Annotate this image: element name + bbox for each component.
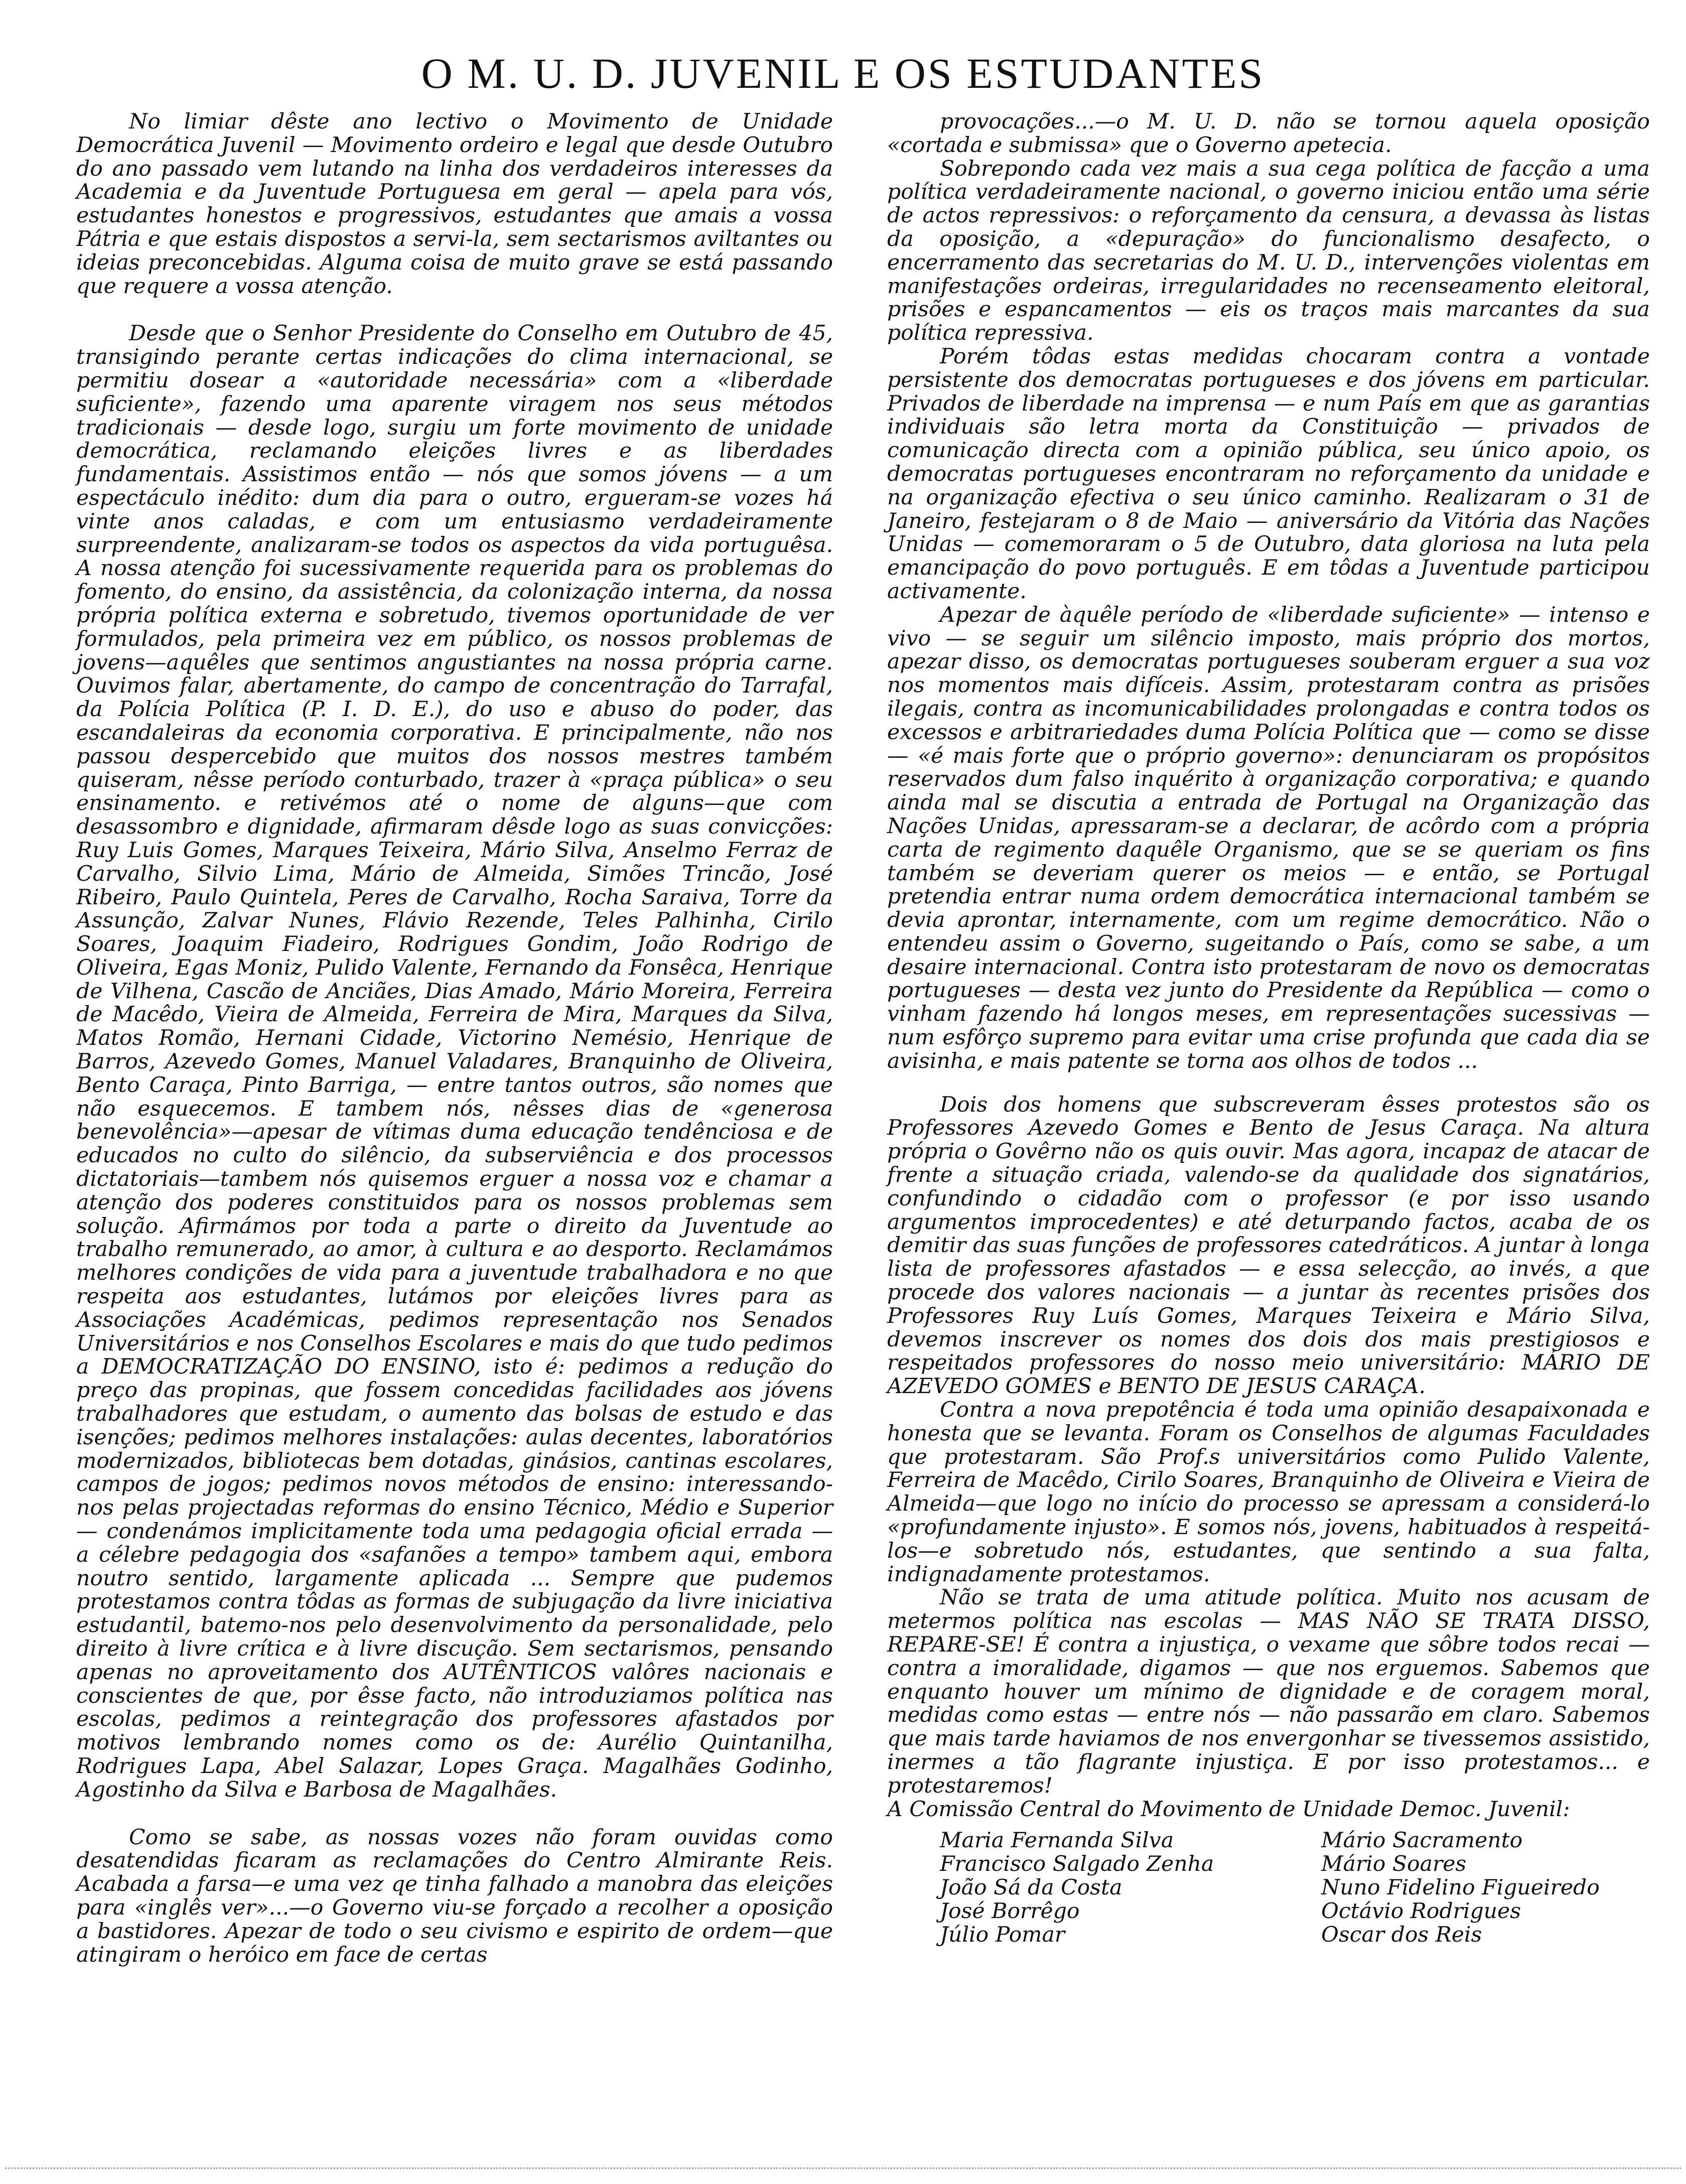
democrats-paragraph: Porém tôdas estas medidas chocaram contra a vontade persistente dos democratas portugueses e dos jóvens em particular. Privados de liberdade na imprensa — e num País em que as garantias individuais são letra morta da Constituição — privados de comunicação directa com a opinião pública, seu único apoio, os democratas portugueses encontraram no reforçamento da unidade e na organização efectiva o seu único caminho. Realizaram o 31 de Janeiro, festejaram o 8 de Maio — aniversário da Vitória das Nações Unidas — comemoraram o 5 de Outubro, data gloriosa na luta pela emancipação do povo português. E em tôdas a Juventude participou activamente. [887,344,1650,604]
signatory-name: Mário Soares [1321,1852,1467,1877]
provocations-paragraph: provocações...—o M. U. D. não se tornou aquela oposição «cortada e submissa» que o Governo apetecia. [887,109,1650,158]
protests-paragraph: Apezar de àquêle período de «liberdade suficiente» — intenso e vivo — se seguir um silêncio imposto, mais próprio dos mortos, apezar disso, os democratas portugueses souberam erguer a sua voz nos momentos mais difíceis. Assim, protestaram contra as prisões ilegais, contra as incomunicabilidades prolongadas e contra todos os excessos e arbitrariedades duma Polícia Política que — como se disse — «é mais forte que o próprio governo»: denunciaram os propósitos reservados dum falso inquérito à organização corporativa; e quando ainda mal se discutia a entrada de Portugal na Organização das Nações Unidas, apressaram-se a declarar, de acôrdo com a própria carta de regimento daquêle Organismo, que se se queriam os fins também se deveriam querer os meios — e então, se Portugal pretendia entrar numa ordem democrática internacional também se devia aprontar, internamente, com um regime democrático. Não o entendeu assim o Governo, sugeitando o País, como se sabe, a um desaire internacional. Contra isto protestaram de novo os democratas portugueses — desta vez junto do Presidente da República — como o vinham fazendo há longos meses, em representações sucessivas — num esfôrço supremo para evitar uma crise profunda que cada dia se avisinha, e mais patente se torna aos olhos de todos ... [887,602,1650,1073]
professors-paragraph: Dois dos homens que subscreveram êsses protestos são os Professores Azevedo Gomes e Bento de Jesus Caraça. Na altura própria o Govêrno não os quis ouvir. Mas agora, incapaz de atacar de frente a situação criada, valendo-se da qualidade dos signatários, confundindo o cidadão com o professor (e por isso usando argumentos improcedentes) e até deturpando factos, acaba de os demitir das suas funções de professores catedráticos. A juntar à longa lista de professores afastados — e essa selecção, ao invés, a que procede dos valores nacionais — a juntar às recentes prisões dos Professores Ruy Luís Gomes, Marques Teixeira e Mário Silva, devemos inscrever os nomes dos dois dos mais prestigiosos e respeitados professores do nosso meio universitário: MÁRIO DE AZEVEDO GOMES e BENTO DE JESUS CARAÇA. [887,1092,1650,1399]
left-column [76,110,833,1967]
not-political-paragraph: Não se trata de uma atitude política. Muito nos acusam de metermos política nas escolas — MAS NÃO SE TRATA DISSO, REPARE-SE! É contra a injustiça, o vexame que sôbre todos recai — contra a imoralidade, digamos — que nos erguemos. Sabemos que enquanto houver um mínimo de dignidade e de coragem moral, medidas como estas — entre nós — não passarão em claro. Sabemos que mais tarde haviamos de nos envergonhar se tivessemos assistido, inermes a tão flagrante injustiça. E por isso protestamos... e protestaremos! [887,1585,1650,1798]
signatories-right-column [1321,1829,1600,1947]
signatories-list [887,1829,1650,1947]
signatory-name: Francisco Salgado Zenha [940,1852,1214,1877]
signatory-name: Oscar dos Reis [1321,1922,1482,1947]
history-paragraph: Desde que o Senhor Presidente do Conselho em Outubro de 45, transigindo perante certas indicações do clima internacional, se permitiu dosear a «autoridade necessária» com a «liberdade suficiente», fazendo uma aparente viragem nos seus métodos tradicionais — desde logo, surgiu um forte movimento de unidade democrática, reclamando eleições livres e as liberdades fundamentais. Assistimos então — nós que somos jóvens — a um espectáculo inédito: dum dia para o outro, ergueram-se vozes há vinte anos caladas, e com um entusiasmo verdadeiramente surpreendente, analizaram-se todos os aspectos da vida portuguêsa. A nossa atenção foi sucessivamente requerida para os problemas do fomento, do ensino, da assistência, da colonização interna, da nossa própria política externa e sobretudo, tivemos oportunidade de ver formulados, pela primeira vez em público, os nossos problemas de jovens—aquêles que sentimos angustiantes na nossa própria carne. Ouvimos falar, abertamente, do campo de concentração do Tarrafal, da Polícia Política (P. I. D. E.), do uso e abuso do poder, das escandaleiras da economia corporativa. E principalmente, não nos passou despercebido que muitos dos nossos mestres também quiseram, nêsse período conturbado, trazer à «praça pública» o seu ensinamento. e retivémos até o nome de alguns—que com desassombro e dignidade, afirmaram dêsde logo as suas convicções: Ruy Luis Gomes, Marques Teixeira, Mário Silva, Anselmo Ferraz de Carvalho, Silvio Lima, Mário de Almeida, Simões Trincão, José Ribeiro, Paulo Quintela, Peres de Carvalho, Rocha Saraiva, Torre da Assunção, Zalvar Nunes, Flávio Rezende, Teles Palhinha, Cirilo Soares, Joaquim Fiadeiro, Rodrigues Gondim, João Rodrigo de Oliveira, Egas Moniz, Pulido Valente, Fernando da Fonsêca, Henrique de Vilhena, Cascão de Anciães, Dias Amado, Mário Moreira, Ferreira de Macêdo, Vieira de Almeida, Ferreira de Mira, Marques da Silva, Matos Romão, Hernani Cidade, Victorino Nemésio, Henrique de Barros, Azevedo Gomes, Manuel Valadares, Branquinho de Oliveira, Bento Caraça, Pinto Barriga, — entre tantos outros, são nomes que não esquecemos. E tambem nós, nêsses dias de «generosa benevolência»—apesar de vítimas duma educação tendênciosa e de educados no culto do silêncio, da subserviência e dos processos dictatoriais—tambem nós quisemos erguer a nossa voz e chamar a atenção dos poderes constituidos para os nossos problemas sem solução. Afirmámos por toda a parte o direito da Juventude ao trabalho remunerado, ao amor, à cultura e ao desporto. Reclamámos melhores condições de vida para a juventude trabalhadora e no que respeita aos estudantes, lutámos por eleições livres para as Associações Académicas, pedimos representação nos Senados Universitários e nos Conselhos Escolares e mais do que tudo pedimos a DEMOCRATIZAÇÃO DO ENSINO, isto é: pedimos a redução do preço das propinas, que fossem concedidas facilidades aos jóvens trabalhadores que estudam, o aumento das bolsas de estudo e das isenções; pedimos melhores instalações: aulas decentes, laboratórios modernizados, bibliotecas bem dotadas, ginásios, cantinas escolares, campos de jogos; pedimos novos métodos de ensino: interessando-nos pelas projectadas reformas do ensino Técnico, Médio e Superior — condenámos implicitamente toda uma pedagogia oficial errada — a célebre pedagogia dos «safanões a tempo» tambem aqui, embora noutro sentido, largamente aplicada ... Sempre que pudemos protestamos contra tôdas as formas de subjugação da livre iniciativa estudantil, batemo-nos pelo desenvolvimento da personalidade, pelo direito à livre crítica e à livre discução. Sem sectarismos, pensando apenas no aproveitamento dos AUTÊNTICOS valôres nacionais e conscientes de que, por êsse facto, não introduziamos política nas escolas, pedimos a reintegração dos professores afastados por motivos lembrando nomes como os de: Aurélio Quintanilha, Rodrigues Lapa, Abel Salazar, Lopes Graça. Magalhães Godinho, Agostinho da Silva e Barbosa de Magalhães. [76,321,833,1802]
signatory-name: Nuno Fidelino Figueiredo [1321,1875,1600,1900]
signatories-left-column [940,1829,1321,1947]
bottom-dotted-rule [5,2163,1681,2169]
signatory-name: Júlio Pomar [940,1922,1065,1947]
signoff-line: A Comissão Central do Movimento de Unidade Democ. Juvenil: [887,1797,1570,1822]
repression-paragraph: Sobrepondo cada vez mais a sua cega política de facção a uma política verdadeiramente nacional, o governo iniciou então uma série de actos repressivos: o reforçamento da censura, a devassa às listas da oposição, a «depuração» do funcionalismo desafecto, o encerramento das secretarias do M. U. D., intervenções violentas em manifestações ordeiras, irregularidades no recenseamento eleitoral, prisões e espancamentos — eis os traços mais marcantes da sua política repressiva. [887,156,1650,346]
signatory-name: Maria Fernanda Silva [940,1828,1174,1853]
signatory-name: João Sá da Costa [940,1875,1122,1900]
signatory-name: Mário Sacramento [1321,1828,1523,1853]
right-column [887,110,1650,1947]
opinion-paragraph: Contra a nova prepotência é toda uma opinião desapaixonada e honesta que se levanta. Foram os Conselhos de algumas Faculdades que protestaram. São Prof.s universitários como Pulido Valente, Ferreira de Macêdo, Cirilo Soares, Branquinho de Oliveira e Vieira de Almeida—que logo no início do processo se apressam a considerá-lo «profundamente injusto». E somos nós, jovens, habituados à respeitá-los—e sobretudo nós, estudantes, que sentindo a sua falta, indignadamente protestamos. [887,1398,1650,1587]
government-paragraph: Como se sabe, as nossas vozes não foram ouvidas como desatendidas ficaram as reclamações do Centro Almirante Reis. Acabada a farsa—e uma vez qe tinha falhado a manobra das eleições para «inglês ver»...—o Governo viu-se forçado a recolher a oposição a bastidores. Apezar de todo o seu civismo e espirito de ordem—que atingiram o heróico em face de certas [76,1825,833,1967]
signatory-name: Octávio Rodrigues [1321,1898,1521,1924]
page-title: O M. U. D. JUVENIL E OS ESTUDANTES [421,49,1265,97]
signatory-name: José Borrêgo [940,1898,1080,1924]
intro-paragraph: No limiar dêste ano lectivo o Movimento de Unidade Democrática Juvenil — Movimento ordeiro e legal que desde Outubro do ano passado vem lutando na linha dos verdadeiros interesses da Academia e da Juventude Portuguesa em geral — apela para vós, estudantes honestos e progressivos, estudantes que amais a vossa Pátria e que estais dispostos a servi-la, sem sectarismos aviltantes ou ideias preconcebidas. Alguma coisa de muito grave se está passando que requere a vossa atenção. [76,109,833,299]
